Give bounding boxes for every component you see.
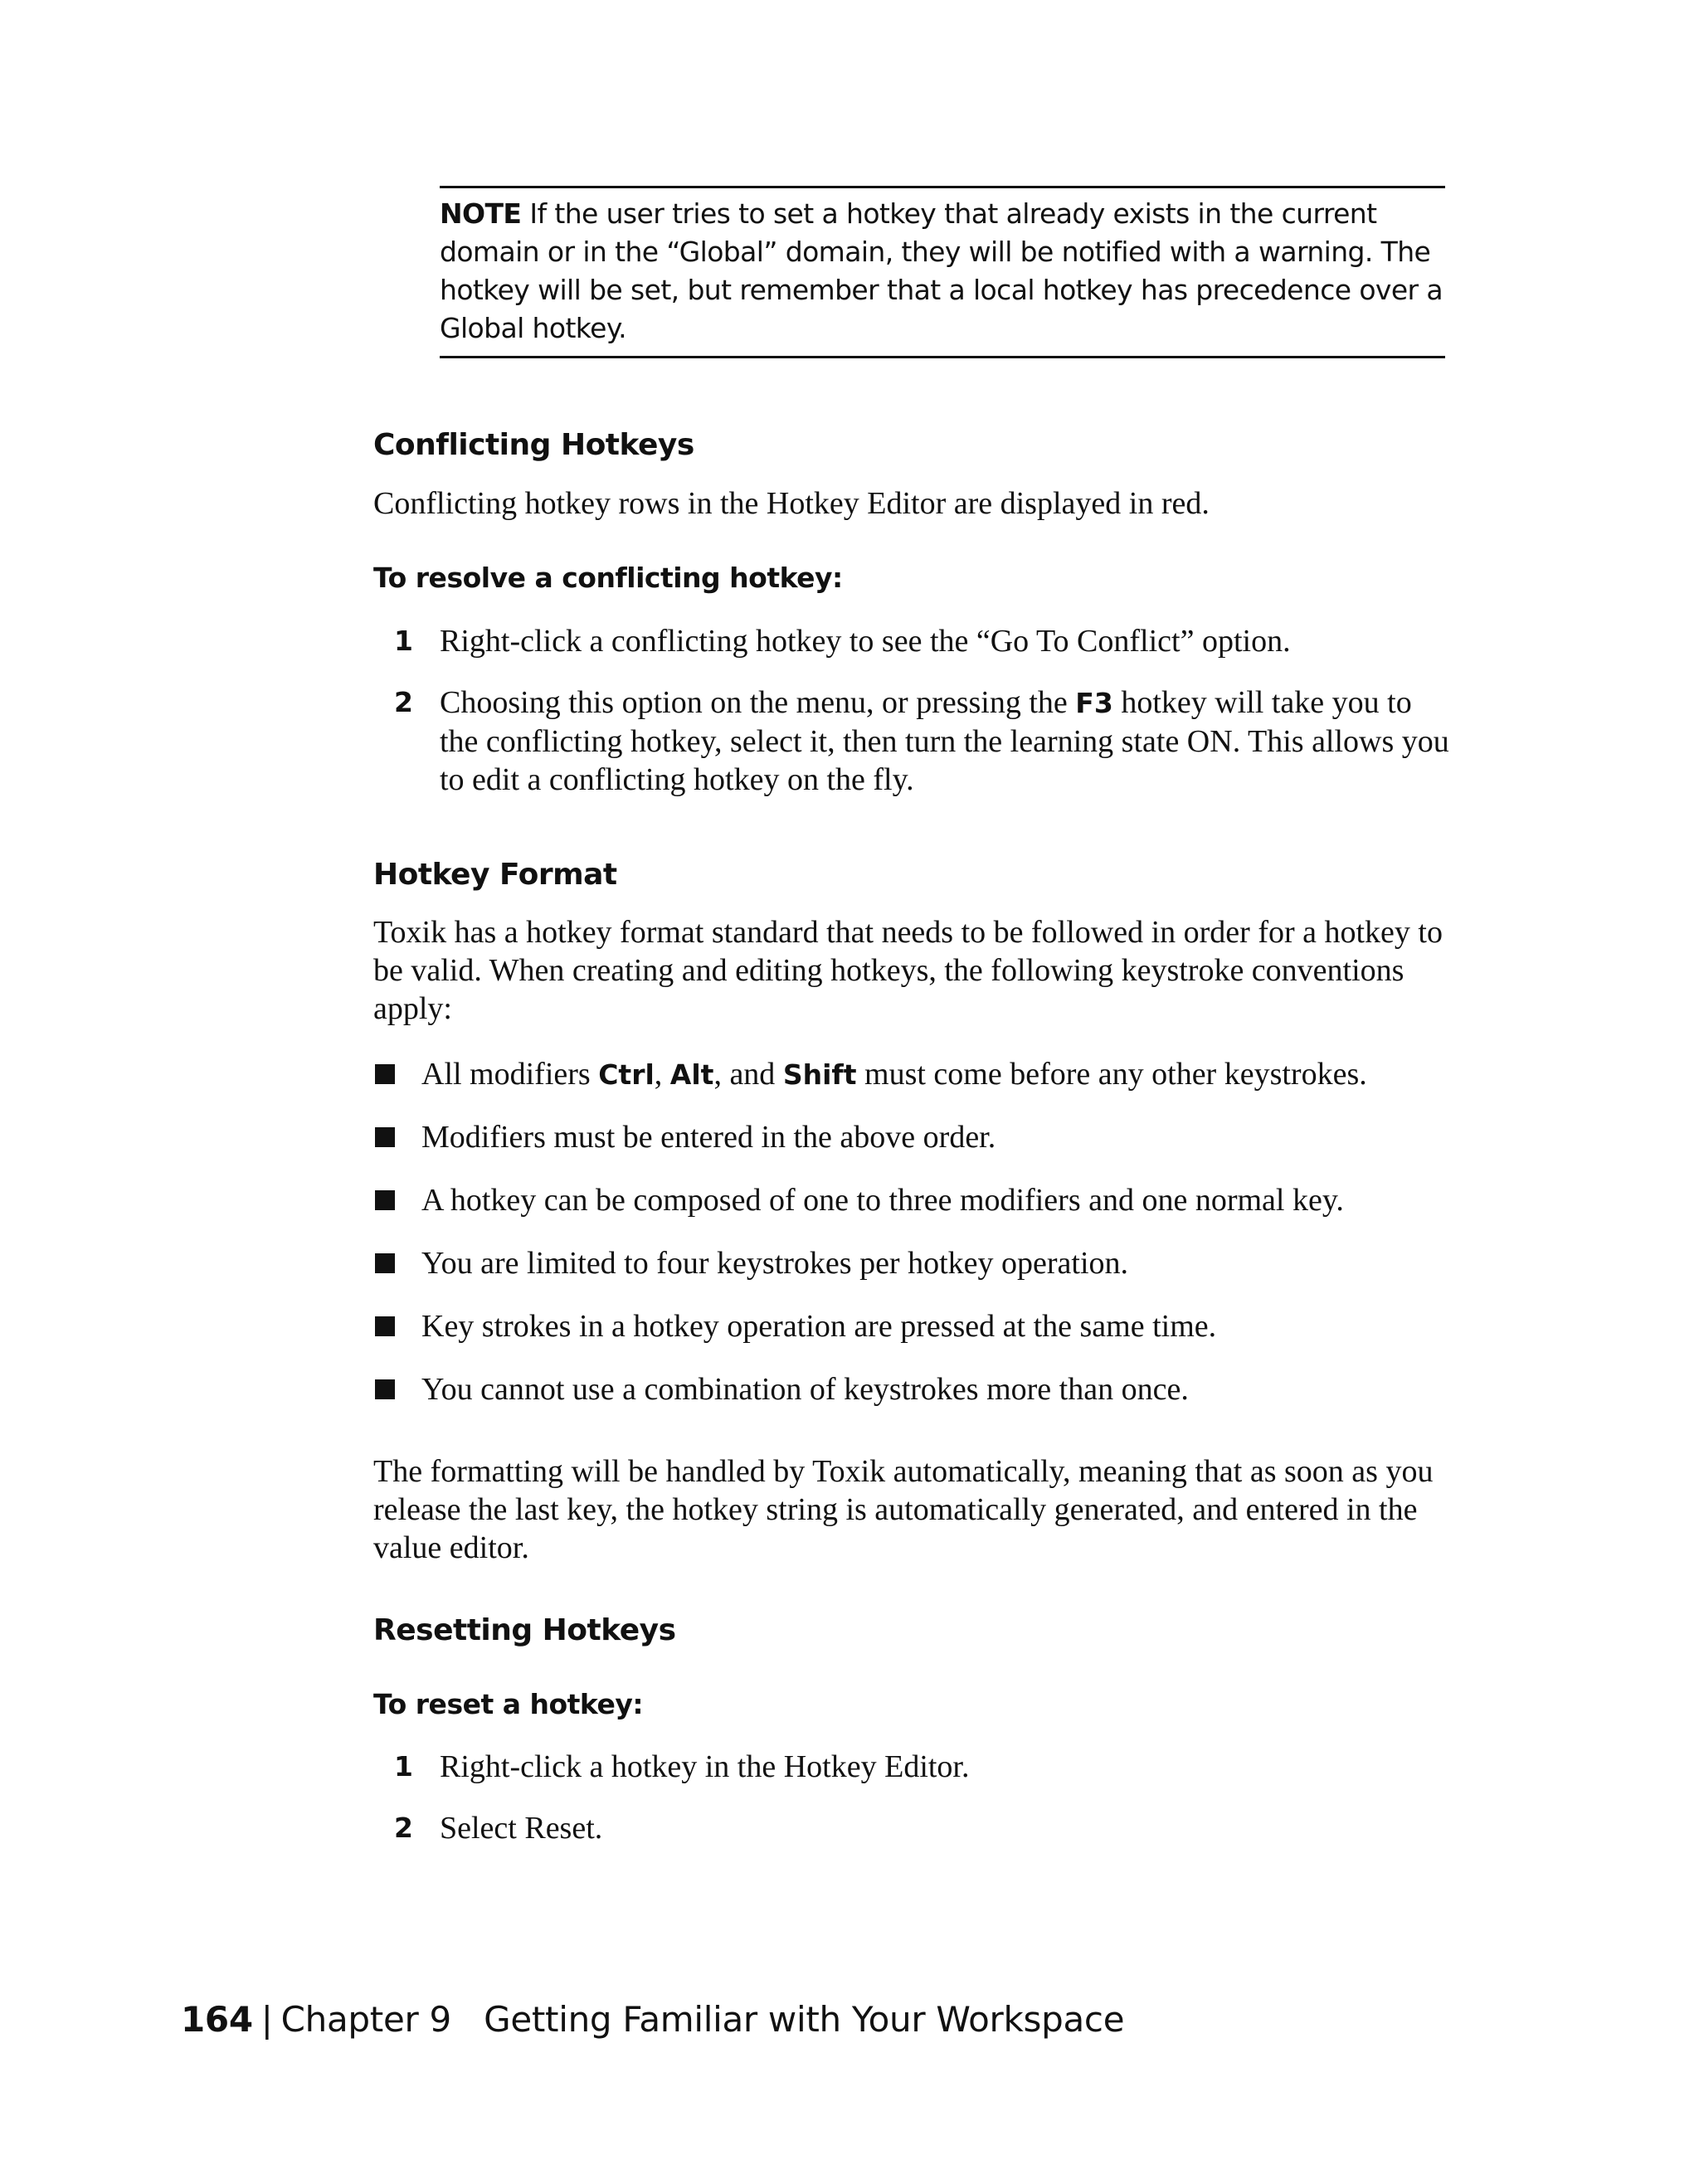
bullet-text-part: , bbox=[654, 1057, 670, 1092]
conflicting-body: Conflicting hotkey rows in the Hotkey Editor are displayed in red. bbox=[373, 486, 1210, 521]
step-text-before: Choosing this option on the menu, or pressing the bbox=[440, 685, 1076, 720]
bullet-text: You cannot use a combination of keystrokes more than once. bbox=[421, 1372, 1189, 1407]
heading-hotkey-format: Hotkey Format bbox=[373, 858, 617, 892]
note-label: NOTE bbox=[440, 197, 522, 230]
format-outro: The formatting will be handled by Toxik automatically, meaning that as soon as you release the last key, the hotkey string is automatically generated, and entered in the value editor. bbox=[373, 1454, 1434, 1565]
bullet-text bbox=[421, 1055, 1458, 1094]
step-text-after: hotkey will take you to the conflicting hotkey, select it, then turn the learning state ON. This allows you to edit a conflicting hotkey on the fly. bbox=[440, 685, 1449, 797]
step-text: Right-click a hotkey in the Hotkey Editor. bbox=[440, 1749, 970, 1784]
bullet-text: You are limited to four keystrokes per hotkey operation. bbox=[421, 1246, 1129, 1281]
bullet-square-icon bbox=[375, 1253, 395, 1273]
bullet-square-icon bbox=[375, 1190, 395, 1210]
key-f3: F3 bbox=[1075, 687, 1113, 719]
bullet-text: Modifiers must be entered in the above order. bbox=[421, 1120, 996, 1155]
bullet-text-part: All modifiers bbox=[421, 1057, 599, 1092]
key-ctrl: Ctrl bbox=[598, 1058, 655, 1091]
step-text: Right-click a conflicting hotkey to see the “Go To Conflict” option. bbox=[440, 624, 1291, 659]
page-number: 164 bbox=[181, 1999, 253, 2040]
step-number: 1 bbox=[394, 1750, 413, 1783]
bullet-square-icon bbox=[375, 1064, 395, 1084]
note-text: If the user tries to set a hotkey that already exists in the current domain or in the “Global” domain, they will be notified with a warning. The hotkey will be set, but remember that a local hotkey has precedence over a Global hotkey. bbox=[440, 197, 1443, 344]
format-intro: Toxik has a hotkey format standard that needs to be followed in order for a hotkey to be valid. When creating and editing hotkeys, the following keystroke conventions apply: bbox=[373, 915, 1443, 1026]
footer-chapter-title: Getting Familiar with Your Workspace bbox=[484, 1999, 1125, 2040]
bullet-square-icon bbox=[375, 1379, 395, 1399]
key-alt: Alt bbox=[669, 1058, 714, 1091]
step-text bbox=[440, 683, 1452, 799]
step-number: 2 bbox=[394, 686, 413, 718]
bullet-text: A hotkey can be composed of one to three modifiers and one normal key. bbox=[421, 1183, 1344, 1218]
bullet-square-icon bbox=[375, 1316, 395, 1336]
page-footer bbox=[181, 1997, 1124, 2043]
footer-chapter: Chapter 9 bbox=[280, 1999, 451, 2040]
bullet-text-part: must come before any other keystrokes. bbox=[856, 1057, 1367, 1092]
key-shift: Shift bbox=[782, 1058, 857, 1091]
procedure-title-reset: To reset a hotkey: bbox=[373, 1688, 644, 1720]
procedure-title-resolve: To resolve a conflicting hotkey: bbox=[373, 562, 843, 594]
step-text: Select Reset. bbox=[440, 1811, 603, 1846]
heading-resetting-hotkeys: Resetting Hotkeys bbox=[373, 1613, 676, 1647]
bullet-text-part: , and bbox=[713, 1057, 783, 1092]
step-number: 1 bbox=[394, 625, 413, 657]
bullet-square-icon bbox=[375, 1127, 395, 1147]
heading-conflicting-hotkeys: Conflicting Hotkeys bbox=[373, 428, 694, 462]
bullet-text: Key strokes in a hotkey operation are pressed at the same time. bbox=[421, 1309, 1217, 1344]
step-number: 2 bbox=[394, 1812, 413, 1844]
footer-separator: | bbox=[260, 1999, 273, 2040]
note-box bbox=[440, 186, 1445, 358]
